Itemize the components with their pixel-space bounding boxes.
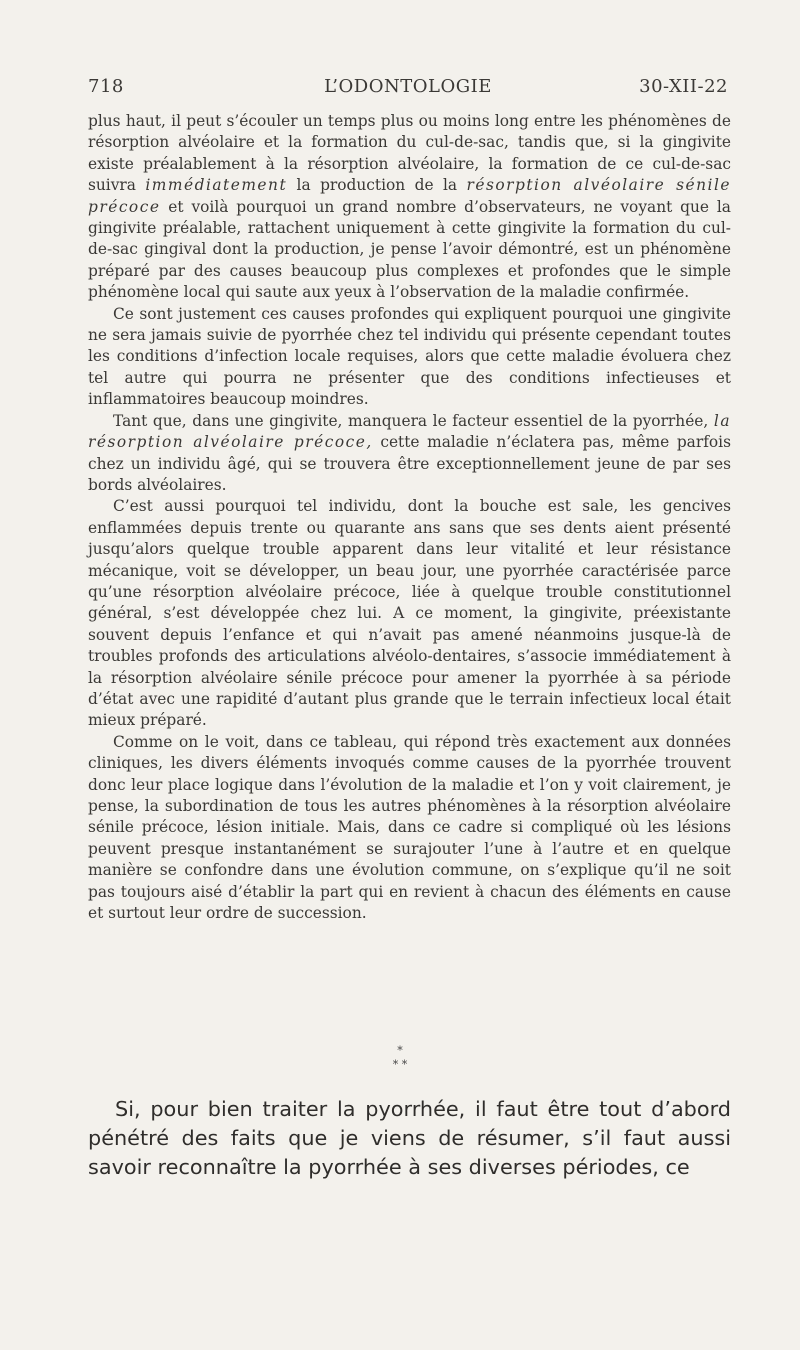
emphasis: résorption alvéolaire sénile précoce <box>88 176 731 216</box>
emphasis: immédiatement <box>145 176 288 195</box>
page-number: 718 <box>88 76 124 97</box>
asterisk-bottom: * * <box>392 1058 408 1071</box>
section-separator <box>0 1044 800 1072</box>
asterisk-top: * <box>397 1044 403 1057</box>
emphasis: la résorption alvéolaire précoce, <box>88 411 731 452</box>
body-text <box>88 111 731 924</box>
journal-title: L’ODONTOLOGIE <box>324 76 492 97</box>
paragraph: Tant que, dans une gingivite, manquera le facteur essentiel de la pyorrhée, la résorption alvéolaire précoce, cette maladie n’éclatera pas, même parfois chez un individu âgé, qui se trouvera être exceptionnellement jeune de par ses bords alvéolaires. <box>88 411 731 494</box>
running-header <box>88 76 728 102</box>
paragraph: C’est aussi pourquoi tel individu, dont la bouche est sale, les gencives enflammées depuis trente ou quarante ans sans que ses dents aient présenté jusqu’alors quelque trouble apparent dans leur vitalité et leur résistance mécanique, voit se développer, un beau jour, une pyorrhée caractérisée parce qu’une résorption alvéolaire précoce, liée à quelque trouble constitutionnel général, s’est développée chez lui. A ce moment, la gingivite, préexistante souvent depuis l’enfance et qui n’avait pas amené néanmoins jusque-là de troubles profonds des articulations alvéolo-dentaires, s’associe immédiatement à la résorption alvéolaire sénile précoce pour amener la pyorrhée à sa période d’état avec une rapidité d’autant plus grande que le terrain infectieux local était mieux préparé. <box>88 497 731 730</box>
paragraph: plus haut, il peut s’écouler un temps plus ou moins long entre les phénomènes de résorption alvéolaire et la formation du cul-de-sac, tandis que, si la gingivite existe préalablement à la résorption alvéolaire, la formation de ce cul-de-sac suivra immédiatement la production de la résorption alvéolaire sénile précoce et voilà pourquoi un grand nombre d’observateurs, ne voyant que la gingivite préalable, rattachent uniquement à cette gingivite la formation du cul-de-sac gingival dont la production, je pense l’avoir démontré, est un phénomène préparé par des causes beaucoup plus complexes et profondes que le simple phénomène local qui saute aux yeux à l’observation de la maladie confirmée. <box>88 112 731 302</box>
issue-date: 30-XII-22 <box>639 76 728 97</box>
paragraph: Comme on le voit, dans ce tableau, qui répond très exactement aux données cliniques, les divers éléments invoqués comme causes de la pyorrhée trouvent donc leur place logique dans l’évolution de la maladie et l’on y voit clairement, je pense, la subordination de tous les autres phénomènes à la résorption alvéolaire sénile précoce, lésion initiale. Mais, dans ce cadre si compliqué où les lésions peuvent presque instantanément se surajouter l’une à l’autre et en quelque manière se confondre dans une évolution commune, on s’explique qu’il ne soit pas toujours aisé d’établir la part qui en revient à chacun des éléments en cause et surtout leur ordre de succession. <box>88 732 731 923</box>
paragraph: Si, pour bien traiter la pyorrhée, il faut être tout d’abord pénétré des faits que je viens de résumer, s’il faut aussi savoir reconnaître la pyorrhée à ses diverses périodes, ce <box>88 1097 731 1179</box>
next-section <box>88 1095 731 1182</box>
paragraph: Ce sont justement ces causes profondes qui expliquent pourquoi une gingivite ne sera jamais suivie de pyorrhée chez tel individu qui présente cependant toutes les conditions d’infection locale requises, alors que cette maladie évoluera chez tel autre qui pourra ne présenter que des conditions infectieuses et inflammatoires beaucoup moindres. <box>88 304 731 409</box>
